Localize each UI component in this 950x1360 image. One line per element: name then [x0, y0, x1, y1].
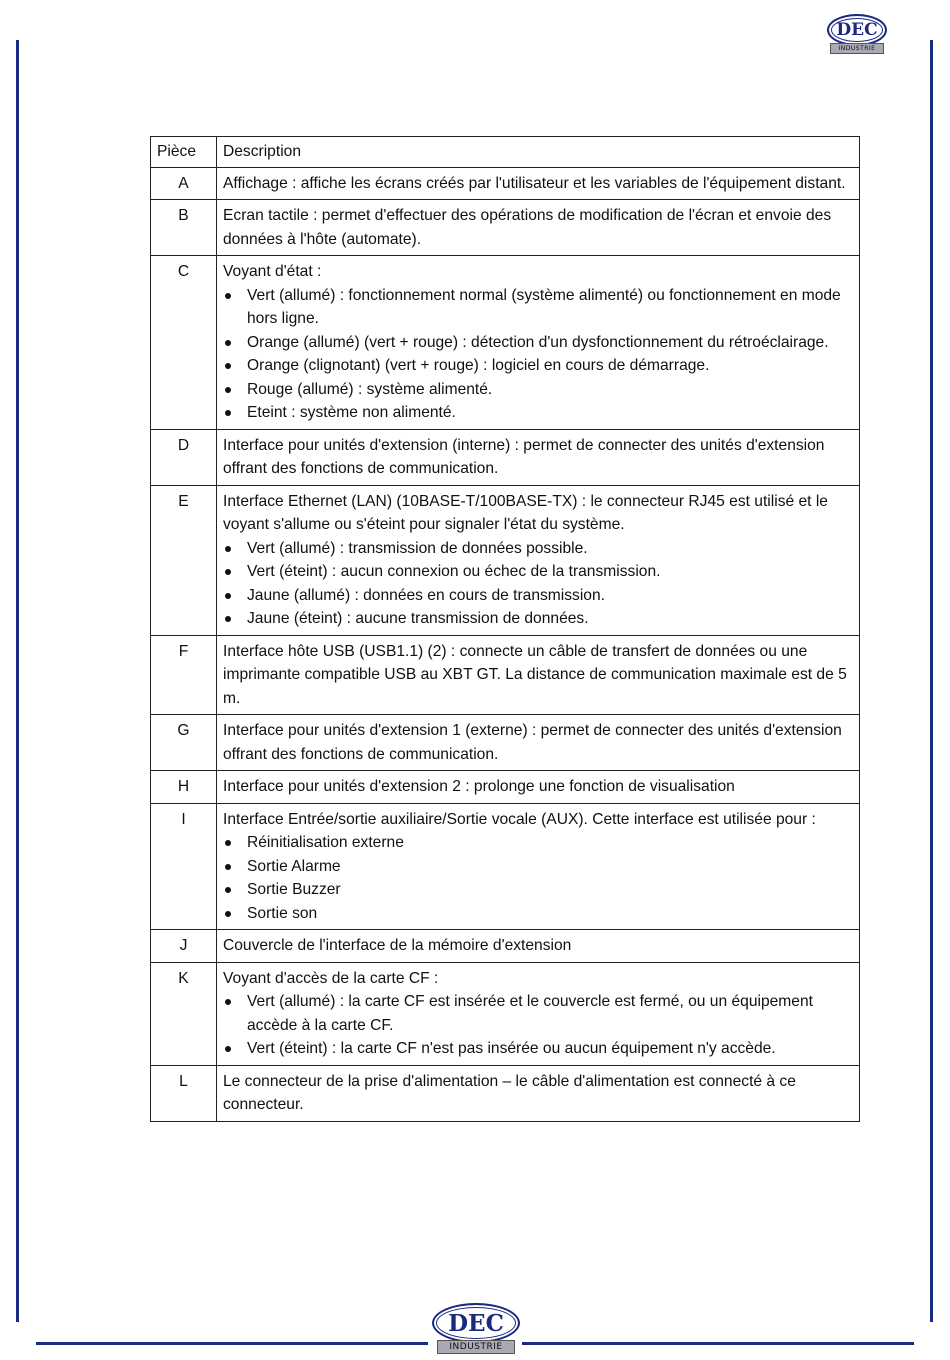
- table-row: [151, 771, 860, 804]
- bullet-item: Eteint : système non alimenté.: [223, 401, 853, 425]
- piece-cell: D: [151, 429, 217, 485]
- table-row: [151, 429, 860, 485]
- header-logo-subtitle: INDUSTRIE: [830, 43, 884, 54]
- header-description: Description: [217, 137, 860, 168]
- table-row: [151, 715, 860, 771]
- description-cell: [217, 715, 860, 771]
- description-cell: [217, 200, 860, 256]
- table-row: [151, 930, 860, 963]
- table-row: [151, 485, 860, 635]
- bullet-item: Vert (allumé) : transmission de données possible.: [223, 537, 853, 561]
- bullet-item: Sortie Buzzer: [223, 878, 853, 902]
- description-cell: [217, 429, 860, 485]
- description-cell: [217, 635, 860, 715]
- bullet-item: Orange (allumé) (vert + rouge) : détection d'un dysfonctionnement du rétroéclairage.: [223, 331, 853, 355]
- header-logo-mark: DEC: [827, 14, 887, 46]
- piece-cell: C: [151, 256, 217, 430]
- bullet-item: Jaune (éteint) : aucune transmission de données.: [223, 607, 853, 631]
- description-cell: [217, 256, 860, 430]
- description-text: Le connecteur de la prise d'alimentation – le câble d'alimentation est connecté à ce connecteur.: [223, 1072, 796, 1113]
- description-text: Interface pour unités d'extension (interne) : permet de connecter des unités d'extension offrant des fonctions de communication.: [223, 436, 825, 477]
- bullet-list: [223, 831, 853, 925]
- piece-cell: J: [151, 930, 217, 963]
- description-text: Ecran tactile : permet d'effectuer des opérations de modification de l'écran et envoie des données à l'hôte (automate).: [223, 207, 832, 248]
- description-text: Interface pour unités d'extension 2 : prolonge une fonction de visualisation: [223, 778, 735, 795]
- description-text: Affichage : affiche les écrans créés par l'utilisateur et les variables de l'équipement distant.: [223, 174, 846, 192]
- piece-cell: F: [151, 635, 217, 715]
- piece-cell: B: [151, 200, 217, 256]
- table-row: [151, 962, 860, 1065]
- piece-cell: G: [151, 715, 217, 771]
- bullet-item: Jaune (allumé) : données en cours de transmission.: [223, 584, 853, 608]
- left-border-line: [16, 40, 19, 1322]
- description-cell: [217, 803, 860, 930]
- table-row: [151, 167, 860, 200]
- table-row: [151, 256, 860, 430]
- table-row: [151, 200, 860, 256]
- piece-cell: E: [151, 485, 217, 635]
- piece-cell: A: [151, 167, 217, 200]
- table-body: [151, 167, 860, 1121]
- footer-line-left: [36, 1342, 428, 1345]
- bullet-list: [223, 537, 853, 631]
- right-border-line: [930, 40, 933, 1322]
- bullet-item: Vert (éteint) : la carte CF n'est pas insérée ou aucun équipement n'y accède.: [223, 1037, 853, 1061]
- piece-cell: L: [151, 1065, 217, 1121]
- description-cell: [217, 1065, 860, 1121]
- footer-line-right: [522, 1342, 914, 1345]
- description-text: Couvercle de l'interface de la mémoire d'extension: [223, 937, 572, 954]
- footer-logo-mark: DEC: [432, 1303, 520, 1343]
- description-text: Voyant d'état :: [223, 263, 322, 280]
- footer-logo: [430, 1303, 522, 1354]
- description-cell: [217, 167, 860, 200]
- description-text: Interface Entrée/sortie auxiliaire/Sortie vocale (AUX). Cette interface est utilisée pour :: [223, 810, 816, 828]
- description-cell: [217, 771, 860, 804]
- bullet-item: Sortie Alarme: [223, 855, 853, 879]
- piece-cell: I: [151, 803, 217, 930]
- bullet-item: Réinitialisation externe: [223, 831, 853, 855]
- description-cell: [217, 485, 860, 635]
- piece-cell: H: [151, 771, 217, 804]
- header-piece: Pièce: [151, 137, 217, 168]
- table-row: [151, 803, 860, 930]
- bullet-item: Sortie son: [223, 902, 853, 926]
- table-header-row: [151, 137, 860, 168]
- footer-logo-subtitle: INDUSTRIE: [437, 1340, 515, 1354]
- description-text: Interface hôte USB (USB1.1) (2) : connecte un câble de transfert de données ou une imprimante compatible USB au XBT GT. La distance de communication maximale est de 5 m.: [223, 642, 847, 707]
- bullet-item: Vert (éteint) : aucun connexion ou échec de la transmission.: [223, 560, 853, 584]
- description-text: Interface pour unités d'extension 1 (externe) : permet de connecter des unités d'extension offrant des fonctions de communication.: [223, 722, 842, 763]
- bullet-item: Orange (clignotant) (vert + rouge) : logiciel en cours de démarrage.: [223, 354, 853, 378]
- header-logo: [826, 14, 888, 54]
- description-text: Interface Ethernet (LAN) (10BASE-T/100BASE-TX) : le connecteur RJ45 est utilisé et le voyant s'allume ou s'éteint pour signaler l'état du système.: [223, 492, 828, 533]
- bullet-list: [223, 284, 853, 425]
- bullet-item: Rouge (allumé) : système alimenté.: [223, 378, 853, 402]
- piece-cell: K: [151, 962, 217, 1065]
- parts-table: [150, 136, 860, 1122]
- description-cell: [217, 962, 860, 1065]
- table-row: [151, 1065, 860, 1121]
- description-cell: [217, 930, 860, 963]
- bullet-list: [223, 990, 853, 1061]
- bullet-item: Vert (allumé) : la carte CF est insérée et le couvercle est fermé, ou un équipement accède à la carte CF.: [223, 990, 853, 1037]
- table-row: [151, 635, 860, 715]
- bullet-item: Vert (allumé) : fonctionnement normal (système alimenté) ou fonctionnement en mode hors ligne.: [223, 284, 853, 331]
- description-text: Voyant d'accès de la carte CF :: [223, 969, 439, 987]
